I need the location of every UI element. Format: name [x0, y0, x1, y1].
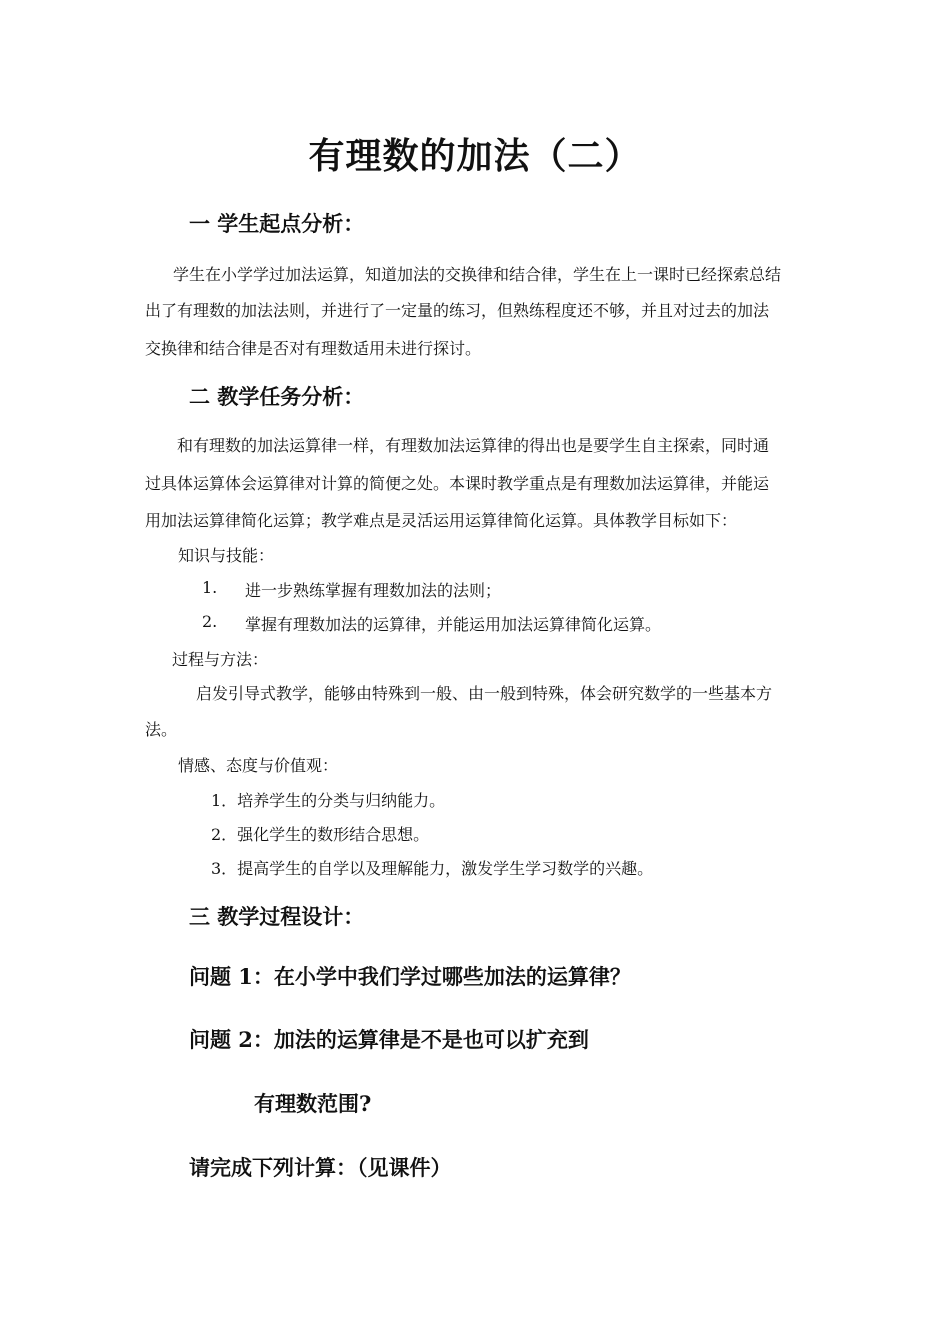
question-1: 问题 1：在小学中我们学过哪些加法的运算律？ — [189, 964, 631, 989]
question-2-line-2: 有理数范围? — [254, 1091, 372, 1116]
calculation-task: 请完成下列计算：（见课件） — [189, 1155, 452, 1180]
section2-line-1: 和有理数的加法运算律一样，有理数加法运算律的得出也是要学生自主探索，同时通 — [177, 436, 770, 455]
section1-line-2: 出了有理数的加法法则，并进行了一定量的练习，但熟练程度还不够，并且对过去的加法 — [145, 301, 770, 320]
process-line-1: 启发引导式教学，能够由特殊到一般、由一般到特殊，体会研究数学的一些基本方 — [196, 684, 773, 703]
knowledge-item-2-number: 2. — [202, 612, 218, 631]
knowledge-item-1-text: 进一步熟练掌握有理数加法的法则； — [245, 581, 502, 600]
section2-line-2: 过具体运算体会运算律对计算的简便之处。本课时教学重点是有理数加法运算律，并能运 — [145, 474, 770, 493]
section1-line-3: 交换律和结合律是否对有理数适用未进行探讨。 — [145, 339, 482, 358]
emotion-label: 情感、态度与价值观： — [178, 756, 339, 775]
emotion-item-3: 3．提高学生的自学以及理解能力，激发学生学习数学的兴趣。 — [211, 859, 654, 878]
section1-heading: 一 学生起点分析： — [189, 211, 365, 236]
section3-heading: 三 教学过程设计： — [189, 904, 365, 929]
section1-line-1: 学生在小学学过加法运算，知道加法的交换律和结合律，学生在上一课时已经探索总结 — [173, 265, 782, 284]
question-2-line-1: 问题 2：加法的运算律是不是也可以扩充到 — [189, 1027, 589, 1052]
knowledge-label: 知识与技能： — [178, 546, 275, 565]
knowledge-item-2-text: 掌握有理数加法的运算律，并能运用加法运算律简化运算。 — [245, 615, 662, 634]
knowledge-item-1-number: 1. — [202, 578, 218, 597]
process-label: 过程与方法： — [172, 650, 269, 669]
document-title: 有理数的加法（二） — [308, 135, 642, 177]
section2-line-3: 用加法运算律简化运算；教学难点是灵活运用运算律简化运算。具体教学目标如下： — [145, 511, 738, 530]
section2-heading: 二 教学任务分析： — [189, 384, 365, 409]
emotion-item-1: 1．培养学生的分类与归纳能力。 — [211, 791, 446, 810]
emotion-item-2: 2．强化学生的数形结合思想。 — [211, 825, 430, 844]
process-line-2: 法。 — [145, 720, 178, 739]
